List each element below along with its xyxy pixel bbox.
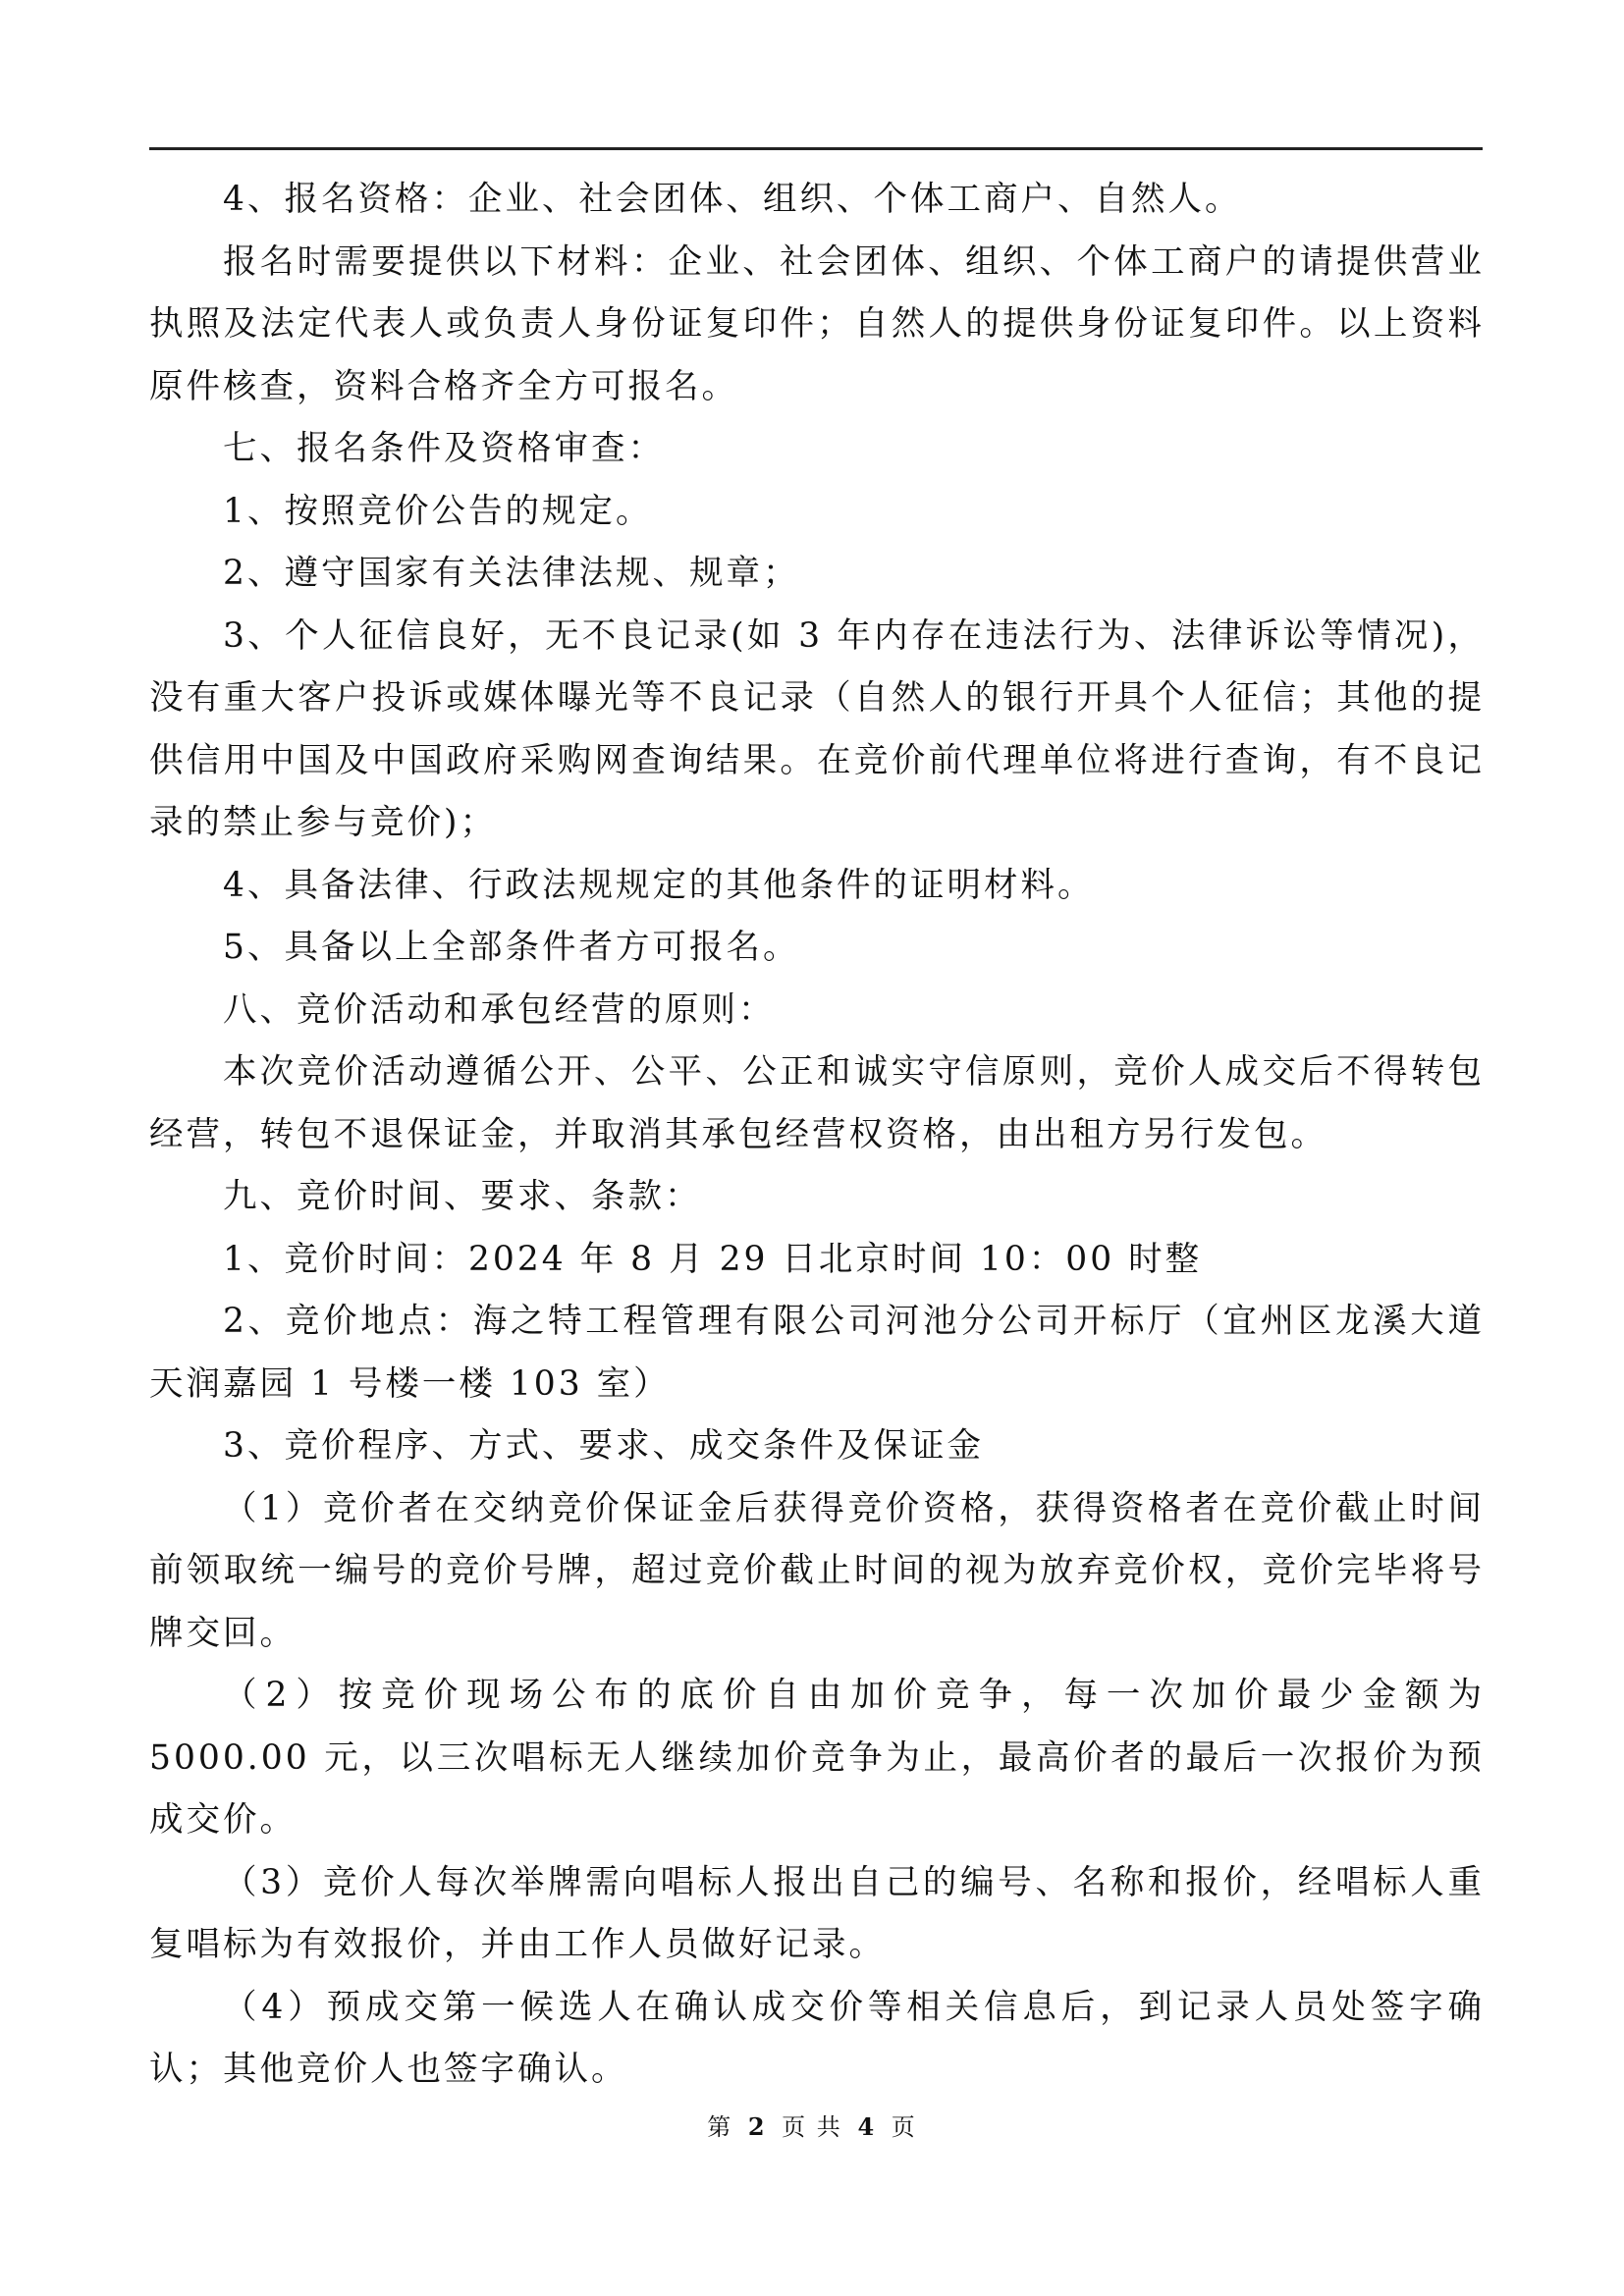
- list-item: 1、按照竞价公告的规定。: [223, 491, 653, 531]
- footer-suffix: 页: [891, 2113, 917, 2141]
- list-item: 2、遵守国家有关法律法规、规章；: [223, 554, 800, 593]
- paragraph-registration-materials: 报名时需要提供以下材料：企业、社会团体、组织、个体工商户的请提供营业执照及法定代表人或负责人身份证复印件；自然人的提供身份证复印件。以上资料原件核查，资料合格齐全方可报名。: [149, 241, 1485, 406]
- sub-item: （2）按竞价现场公布的底价自由加价竞争，每一次加价最少金额为 5000.00 元，以三次唱标无人继续加价竞争为止，最高价者的最后一次报价为预成交价。: [149, 1676, 1485, 1840]
- list-item-bid-location: 2、竞价地点：海之特工程管理有限公司河池分公司开标厅（宜州区龙溪大道天润嘉园 1 号楼一楼 103 室）: [149, 1302, 1485, 1404]
- sub-item: （4）预成交第一候选人在确认成交价等相关信息后，到记录人员处签字确认；其他竞价人也签字确认。: [149, 1987, 1485, 2089]
- list-item: 3、个人征信良好，无不良记录(如 3 年内存在违法行为、法律诉讼等情况)，没有重大客户投诉或媒体曝光等不良记录（自然人的银行开具个人征信；其他的提供信用中国及中国政府采购网查询结果。在竞价前代理单位将进行查询，有不良记录的禁止参与竞价)；: [149, 615, 1485, 842]
- document-body: [149, 169, 1485, 2102]
- section-heading-9: 九、竞价时间、要求、条款：: [223, 1177, 702, 1216]
- section-heading-8: 八、竞价活动和承包经营的原则：: [223, 989, 776, 1030]
- list-item-bid-time: 1、竞价时间：2024 年 8 月 29 日北京时间 10：00 时整: [223, 1239, 1203, 1279]
- list-item: 4、具备法律、行政法规规定的其他条件的证明材料。: [223, 865, 1095, 905]
- sub-item: （1）竞价者在交纳竞价保证金后获得竞价资格，获得资格者在竞价截止时间前领取统一编号的竞价号牌，超过竞价截止时间的视为放弃竞价权，竞价完毕将号牌交回。: [149, 1488, 1485, 1653]
- sub-item: （3）竞价人每次举牌需向唱标人报出自己的编号、名称和报价，经唱标人重复唱标为有效报价，并由工作人员做好记录。: [149, 1862, 1485, 1964]
- paragraph-principles: 本次竞价活动遵循公开、公平、公正和诚实守信原则，竞价人成交后不得转包经营，转包不退保证金，并取消其承包经营权资格，由出租方另行发包。: [149, 1052, 1485, 1154]
- paragraph-registration-qualification: 4、报名资格：企业、社会团体、组织、个体工商户、自然人。: [223, 180, 1242, 219]
- footer-mid: 页 共: [782, 2113, 842, 2141]
- current-page-number: 2: [747, 2112, 767, 2141]
- header-rule: [149, 147, 1483, 150]
- list-item-bid-procedure: 3、竞价程序、方式、要求、成交条件及保证金: [223, 1426, 984, 1466]
- page-footer: [0, 2108, 1624, 2142]
- total-pages-number: 4: [857, 2112, 877, 2141]
- footer-prefix: 第: [707, 2113, 733, 2141]
- section-heading-7: 七、报名条件及资格审查：: [223, 429, 665, 468]
- list-item: 5、具备以上全部条件者方可报名。: [223, 928, 800, 967]
